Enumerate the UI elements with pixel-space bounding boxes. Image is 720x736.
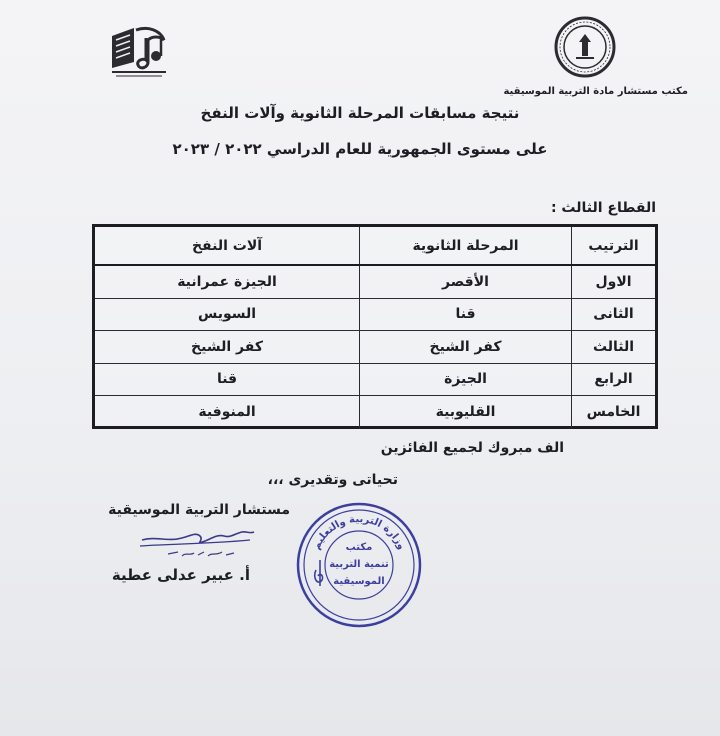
column-header: الترتيب bbox=[571, 227, 655, 264]
congratulations-text: الف مبروك لجميع الفائزين bbox=[380, 440, 564, 456]
music-education-logo bbox=[108, 22, 170, 78]
table-row bbox=[95, 364, 655, 397]
document-title: نتيجة مسابقات المرحلة الثانوية وآلات النفخ bbox=[200, 104, 520, 122]
regards-text: تحياتى وتقديرى ،،، bbox=[267, 472, 398, 488]
table-row bbox=[95, 396, 655, 429]
secondary-stage-cell: كفر الشيخ bbox=[359, 331, 571, 363]
wind-instruments-cell: الجيزة عمرانية bbox=[177, 273, 277, 290]
rank-cell: الثالث bbox=[571, 331, 655, 363]
wind-instruments-cell: السويس bbox=[197, 306, 257, 323]
signatory-name: أ. عبير عدلى عطية bbox=[111, 566, 250, 584]
svg-text:مكتب: مكتب bbox=[345, 542, 373, 553]
office-name: مكتب مستشار مادة التربية الموسيقية bbox=[503, 86, 688, 97]
table-header-row bbox=[95, 227, 655, 266]
svg-text:تنمية التربية: تنمية التربية bbox=[329, 559, 389, 570]
rank-cell: الاول bbox=[571, 266, 655, 298]
table-row bbox=[95, 331, 655, 364]
results-table bbox=[92, 224, 658, 429]
official-stamp bbox=[294, 500, 424, 630]
handwritten-signature bbox=[138, 522, 258, 562]
svg-text:الموسيقية: الموسيقية bbox=[333, 576, 385, 587]
document-subtitle: على مستوى الجمهورية للعام الدراسي ٢٠٢٢ / ٢٠٢٣ bbox=[172, 140, 548, 158]
rank-cell: الخامس bbox=[571, 396, 655, 429]
rank-cell: الثانى bbox=[571, 299, 655, 331]
secondary-stage-cell: الأقصر bbox=[359, 266, 571, 298]
signatory-title: مستشار التربية الموسيقية bbox=[108, 502, 290, 518]
wind-instruments-cell: كفر الشيخ bbox=[191, 338, 263, 355]
secondary-stage-cell: الجيزة bbox=[359, 364, 571, 396]
secondary-stage-cell: قنا bbox=[359, 299, 571, 331]
table-row bbox=[95, 299, 655, 332]
rank-cell: الرابع bbox=[571, 364, 655, 396]
table-row bbox=[95, 266, 655, 299]
wind-instruments-cell: قنا bbox=[216, 371, 238, 388]
svg-text:وزارة التربية والتعليم: وزارة التربية والتعليم bbox=[311, 513, 407, 552]
column-header: آلات النفخ bbox=[191, 237, 263, 254]
sector-label: القطاع الثالث : bbox=[550, 200, 656, 216]
column-header: المرحلة الثانوية bbox=[359, 227, 571, 264]
secondary-stage-cell: القليوبية bbox=[359, 396, 571, 429]
wind-instruments-cell: المنوفية bbox=[198, 404, 256, 421]
ministry-seal-icon bbox=[554, 16, 616, 78]
